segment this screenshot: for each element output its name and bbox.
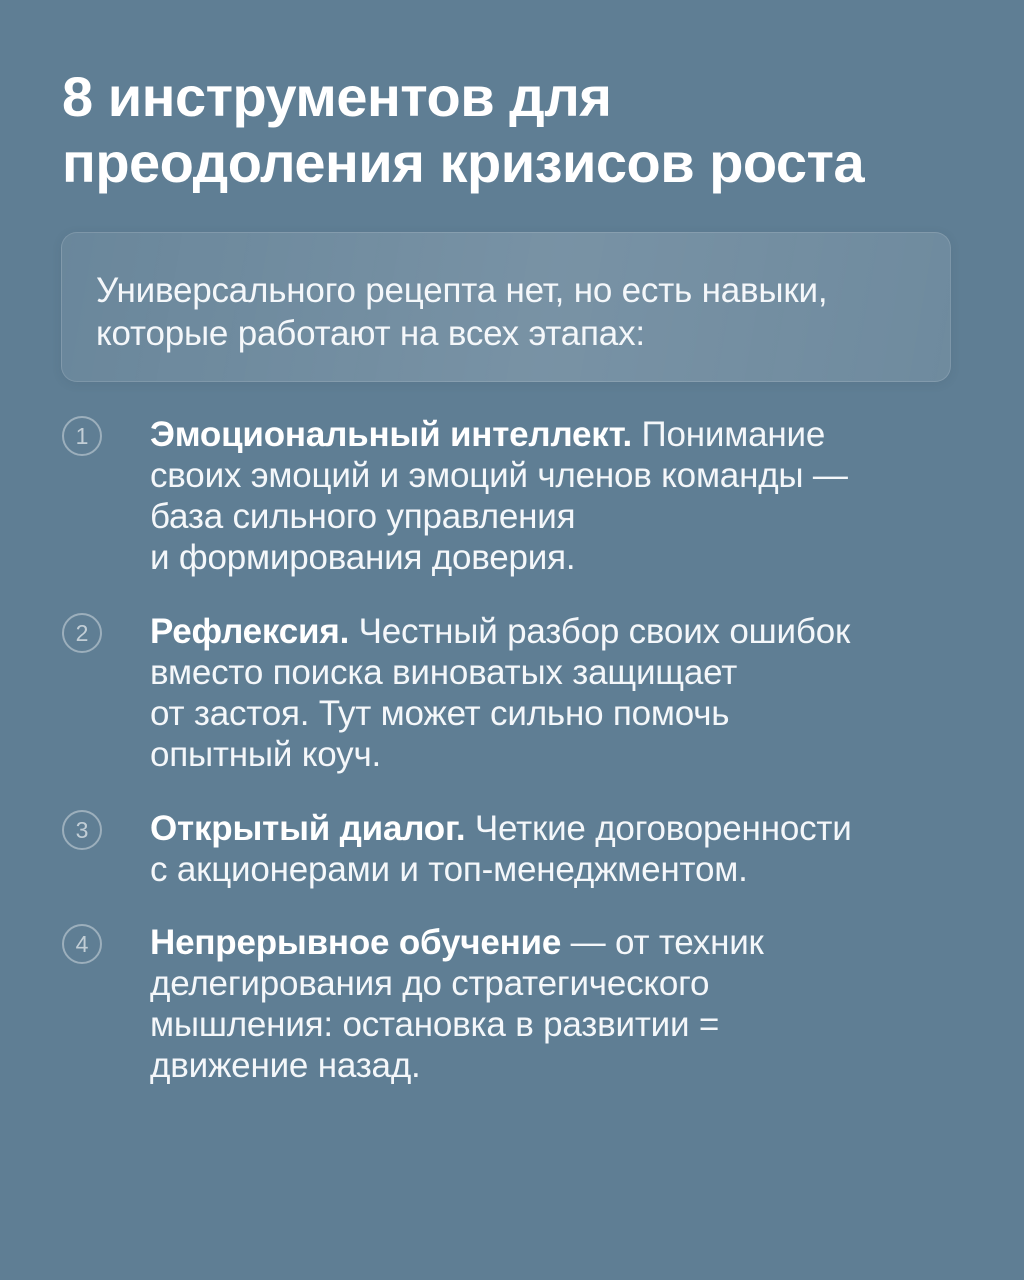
intro-line: которые работают на всех этапах:: [96, 314, 645, 353]
item-text-fragment: Четкие договоренности: [465, 809, 852, 848]
item-first-line: [150, 808, 960, 849]
item-line: с акционерами и топ-менеджментом.: [150, 850, 748, 889]
item-text-fragment: Понимание: [632, 415, 826, 454]
item-line: делегирования до стратегического: [150, 964, 710, 1003]
item-heading: Непрерывное обучение: [150, 923, 562, 962]
item-first-line: [150, 611, 960, 652]
list-item-text: [150, 808, 960, 890]
item-heading: Открытый диалог.: [150, 809, 466, 848]
item-first-line: [150, 922, 960, 963]
item-line: база сильного управления: [150, 497, 576, 536]
item-line: опытный коуч.: [150, 735, 382, 774]
item-line: от застоя. Тут может сильно помочь: [150, 694, 730, 733]
list-item-text: [150, 611, 960, 775]
intro-line: Универсального рецепта нет, но есть навыки,: [96, 271, 828, 310]
item-heading: Эмоциональный интеллект.: [150, 415, 632, 454]
item-line: мышления: остановка в развитии =: [150, 1005, 720, 1044]
item-heading: Рефлексия.: [150, 612, 350, 651]
item-line: и формирования доверия.: [150, 538, 576, 577]
item-line: своих эмоций и эмоций членов команды —: [150, 456, 848, 495]
number-badge: 2: [62, 613, 102, 653]
intro-card: [61, 232, 951, 382]
item-text-fragment: — от техник: [561, 923, 764, 962]
number-badge: 1: [62, 416, 102, 456]
title-line: преодоления кризисов роста: [62, 131, 865, 194]
title-line: 8 инструментов для: [62, 65, 612, 128]
item-line: движение назад.: [150, 1046, 421, 1085]
intro-text: [96, 269, 946, 355]
page-title: [62, 64, 962, 196]
item-text-fragment: Честный разбор своих ошибок: [349, 612, 851, 651]
item-line: вместо поиска виноватых защищает: [150, 653, 738, 692]
list-item-text: [150, 922, 960, 1086]
list-item-text: [150, 414, 960, 578]
item-first-line: [150, 414, 960, 455]
number-badge: 3: [62, 810, 102, 850]
number-badge: 4: [62, 924, 102, 964]
